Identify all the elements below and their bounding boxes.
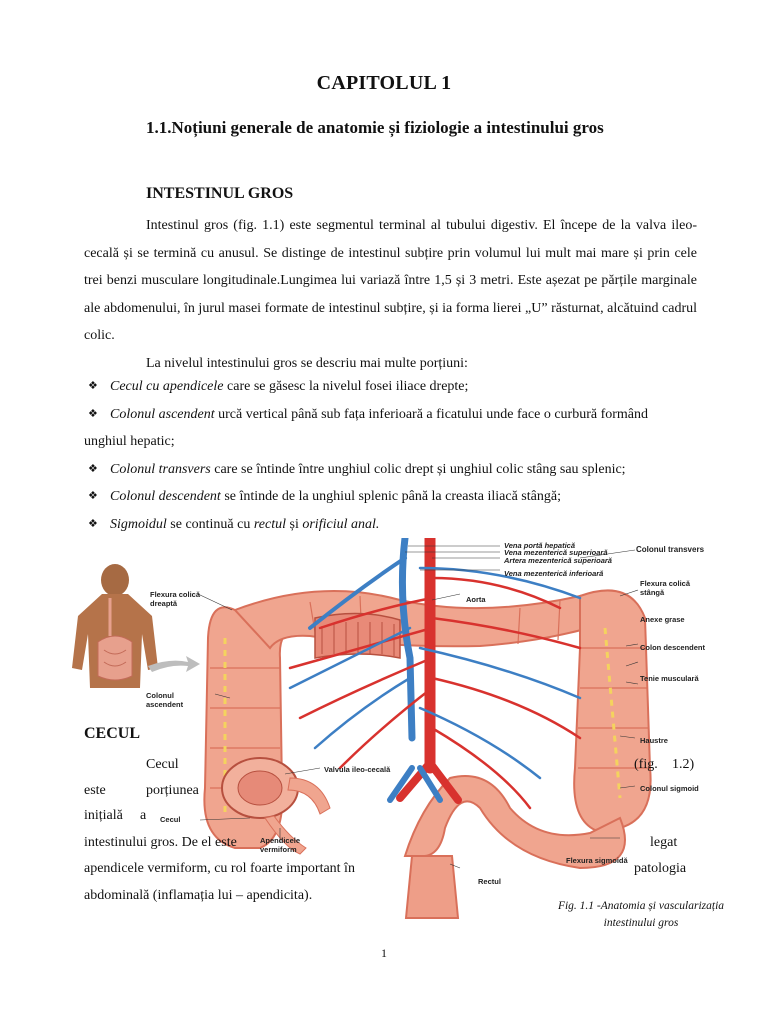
diamond-bullet-icon: ❖ (88, 407, 98, 420)
section-title: 1.1.Noțiuni generale de anatomie și fiziologie a intestinului gros (146, 118, 604, 137)
cecul-line-apendicele: apendicele vermiform, cu rol foarte important în (84, 861, 355, 876)
label-artera-mezenterica-sup: Artera mezenterică superioară (504, 556, 612, 565)
label-vena-mezenterica-inf: Vena mezenterică inferioară (504, 569, 604, 578)
list-item: ❖ Sigmoidul se continuă cu rectul și orificiul anal. (88, 511, 700, 539)
initiala-word: inițială (84, 808, 123, 823)
label-cecul: Cecul (160, 815, 181, 824)
page-number: 1 (381, 946, 387, 960)
label-colonul-ascendent: Colonul ascendent (146, 691, 184, 709)
diamond-bullet-icon: ❖ (88, 517, 98, 530)
list-item: ❖ Colonul transvers care se întinde între unghiul colic drept și unghiul colic stâng sau splenic; (88, 456, 700, 484)
fig-word: (fig. (634, 757, 658, 772)
label-flexura-sigmoida: Flexura sigmoidă (566, 856, 628, 865)
label-valvula-ileo-cecala: Valvula ileo-cecală (324, 765, 391, 774)
portions-list (84, 373, 700, 538)
diamond-bullet-icon: ❖ (88, 380, 98, 392)
label-vena-porta: Vena portă hepatică (504, 541, 575, 550)
label-aorta: Aorta (466, 595, 486, 604)
list-item: ❖ Colonul ascendent urcă vertical până sub fața inferioară a ficatului unde face o curbură formând unghiul hepatic; (88, 401, 700, 456)
diamond-bullet-icon: ❖ (88, 462, 98, 475)
legat-word: legat (650, 835, 678, 850)
a-word: a (140, 808, 147, 823)
cecul-line-abdominala: abdominală (inflamația lui – apendicita). (84, 888, 313, 903)
portiunea-word: porțiunea (146, 783, 199, 798)
este-word: este (84, 783, 106, 798)
cecul-line-intestinului: intestinului gros. De el este (84, 835, 237, 850)
figure-caption: Fig. 1.1 -Anatomia și vascularizația intestinului gros (557, 900, 725, 929)
intestin-body (84, 212, 697, 377)
label-flexura-stanga: Flexura colică stângă (640, 579, 691, 597)
label-apendicele-vermiform: Apendicele vermiform (260, 836, 301, 854)
label-anexe-grase: Anexe grase (640, 615, 685, 624)
list-item: ❖ Colonul descendent se întinde de la unghiul splenic până la creasta iliacă stângă; (88, 483, 700, 511)
human-torso-figure (72, 564, 158, 688)
label-rectul: Rectul (478, 877, 501, 886)
intestin-heading: INTESTINUL GROS (146, 185, 294, 202)
fig-number: 1.2) (672, 757, 695, 772)
label-haustre: Haustre (640, 736, 668, 745)
cecul-word: Cecul (146, 757, 179, 772)
intestin-paragraph-1: Intestinul gros (fig. 1.1) este segmentul terminal al tubului digestiv. El începe de la valva ileo-cecală și se termină cu anusul. Se distinge de intestinul subțire prin volumul lui mult mai mare și prin cele trei benzi musculare longitudinale.Lungimea lui variază între 1,5 și 3 metri. Este așezat pe părțile marginale ale abdomenului, în jurul masei formate de intestinul subțire, și ia forma lierei „U” răsturnat, alcătuind cadrul colic. (84, 218, 697, 343)
label-flexura-dreapta: Flexura colică dreaptă (150, 590, 201, 608)
label-colonul-transvers: Colonul transvers (636, 545, 705, 554)
diamond-bullet-icon: ❖ (88, 490, 98, 502)
patologia-word: patologia (634, 861, 687, 876)
cecul-heading: CECUL (84, 725, 141, 742)
intestin-paragraph-2: La nivelul intestinului gros se descriu mai multe porțiuni: (146, 355, 468, 371)
label-colon-descendent: Colon descendent (640, 643, 706, 652)
label-colonul-sigmoid: Colonul sigmoid (640, 784, 699, 793)
chapter-title: CAPITOLUL 1 (316, 72, 452, 94)
label-tenie-musculara: Tenie musculară (640, 674, 699, 683)
list-item: ❖ Cecul cu apendicele care se găsesc la nivelul fosei iliace drepte; (88, 373, 700, 401)
label-vena-mezenterica-sup: Vena mezenterică superioară (504, 548, 608, 557)
